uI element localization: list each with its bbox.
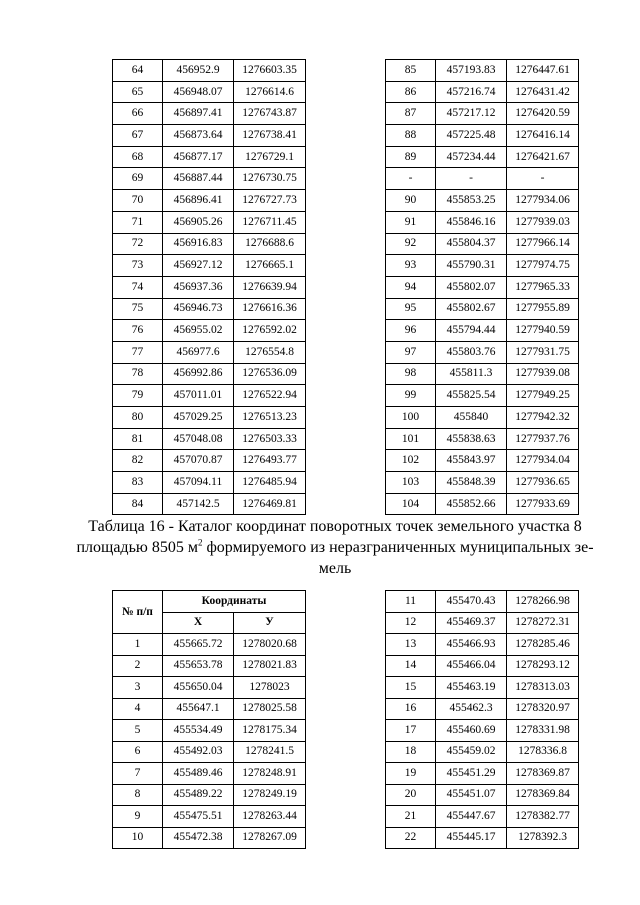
header-coordinates: Координаты (163, 591, 306, 613)
cell-x: 455846.16 (436, 211, 507, 233)
cell-point-number: 78 (113, 363, 163, 385)
cell-x: 457029.25 (163, 407, 234, 429)
table-row (386, 320, 579, 342)
table-row (113, 60, 306, 82)
cell-point-number: - (386, 168, 436, 190)
cell-x: 455475.51 (163, 806, 234, 828)
table-row (113, 363, 306, 385)
cell-x: 455466.04 (436, 655, 507, 677)
cell-y: 1276469.81 (234, 493, 306, 515)
cell-x: 455848.39 (436, 472, 507, 494)
cell-y: 1276711.45 (234, 211, 306, 233)
cell-point-number: 95 (386, 298, 436, 320)
table-row (386, 655, 579, 677)
table-row (113, 655, 306, 677)
cell-point-number: 12 (386, 612, 436, 634)
cell-y: 1277955.89 (507, 298, 579, 320)
cell-point-number: 87 (386, 103, 436, 125)
cell-x: 455843.97 (436, 450, 507, 472)
cell-point-number: 13 (386, 634, 436, 656)
cell-y: 1278266.98 (507, 591, 579, 613)
cell-x: 457011.01 (163, 385, 234, 407)
table-row (386, 190, 579, 212)
cell-point-number: 77 (113, 341, 163, 363)
cell-x: 457225.48 (436, 125, 507, 147)
cell-y: 1278369.84 (507, 784, 579, 806)
table-row (386, 255, 579, 277)
cell-x: 456927.12 (163, 255, 234, 277)
table-row (386, 385, 579, 407)
table-row (113, 472, 306, 494)
table-header-row (113, 591, 306, 613)
cell-y: 1278267.09 (234, 827, 306, 849)
cell-y: 1276421.67 (507, 146, 579, 168)
cell-point-number: 81 (113, 428, 163, 450)
cell-x: 455811.3 (436, 363, 507, 385)
caption-line-3: мель (318, 560, 352, 577)
cell-point-number: 74 (113, 276, 163, 298)
table-row (113, 81, 306, 103)
cell-x: 455469.37 (436, 612, 507, 634)
table-row (386, 472, 579, 494)
table-row (386, 763, 579, 785)
cell-x: 456877.17 (163, 146, 234, 168)
cell-y: 1278369.87 (507, 763, 579, 785)
cell-point-number: 14 (386, 655, 436, 677)
table-caption (70, 516, 600, 579)
cell-x: 455451.29 (436, 763, 507, 785)
cell-x: 455825.54 (436, 385, 507, 407)
table-row (113, 320, 306, 342)
table-row (386, 341, 579, 363)
cell-point-number: 11 (386, 591, 436, 613)
cell-y: 1278331.98 (507, 720, 579, 742)
cell-y: 1278382.77 (507, 806, 579, 828)
cell-x: 455665.72 (163, 634, 234, 656)
cell-point-number: 9 (113, 806, 163, 828)
table-row (113, 341, 306, 363)
table-row (386, 125, 579, 147)
cell-x: 455462.3 (436, 698, 507, 720)
cell-point-number: 91 (386, 211, 436, 233)
cell-y: 1276738.41 (234, 125, 306, 147)
cell-point-number: 94 (386, 276, 436, 298)
cell-point-number: 104 (386, 493, 436, 515)
caption-line-2-start: площадью 8505 м (76, 539, 198, 556)
table-row (386, 81, 579, 103)
cell-y: 1276522.94 (234, 385, 306, 407)
cell-point-number: 70 (113, 190, 163, 212)
cell-y: 1276493.77 (234, 450, 306, 472)
cell-y: 1277966.14 (507, 233, 579, 255)
cell-x: - (436, 168, 507, 190)
cell-x: 456955.02 (163, 320, 234, 342)
cell-y: 1278313.03 (507, 677, 579, 699)
cell-y: 1276614.6 (234, 81, 306, 103)
cell-y: - (507, 168, 579, 190)
table-row (113, 827, 306, 849)
cell-point-number: 89 (386, 146, 436, 168)
table-row (113, 784, 306, 806)
caption-superscript: 2 (197, 537, 203, 548)
table-row (386, 407, 579, 429)
cell-x: 455647.1 (163, 698, 234, 720)
cell-y: 1277942.32 (507, 407, 579, 429)
cell-y: 1277965.33 (507, 276, 579, 298)
table-row (113, 385, 306, 407)
table-row (113, 168, 306, 190)
table-row (113, 211, 306, 233)
cell-x: 456905.26 (163, 211, 234, 233)
cell-point-number: 64 (113, 60, 163, 82)
cell-y: 1276727.73 (234, 190, 306, 212)
cell-point-number: 90 (386, 190, 436, 212)
table-row (386, 698, 579, 720)
cell-point-number: 5 (113, 720, 163, 742)
cell-point-number: 66 (113, 103, 163, 125)
cell-point-number: 1 (113, 634, 163, 656)
cell-y: 1277931.75 (507, 341, 579, 363)
cell-x: 455802.07 (436, 276, 507, 298)
table-row (386, 233, 579, 255)
table-row (386, 168, 579, 190)
cell-x: 455534.49 (163, 720, 234, 742)
cell-point-number: 79 (113, 385, 163, 407)
cell-y: 1276743.87 (234, 103, 306, 125)
table-row (386, 103, 579, 125)
table-row (113, 677, 306, 699)
cell-y: 1278272.31 (507, 612, 579, 634)
cell-y: 1278248.91 (234, 763, 306, 785)
cell-y: 1276665.1 (234, 255, 306, 277)
cell-x: 457142.5 (163, 493, 234, 515)
table-row (113, 698, 306, 720)
cell-x: 455794.44 (436, 320, 507, 342)
cell-x: 456897.41 (163, 103, 234, 125)
table-row (113, 255, 306, 277)
table-row (113, 298, 306, 320)
cell-x: 455790.31 (436, 255, 507, 277)
cell-x: 455653.78 (163, 655, 234, 677)
cell-y: 1276639.94 (234, 276, 306, 298)
cell-y: 1276536.09 (234, 363, 306, 385)
cell-point-number: 80 (113, 407, 163, 429)
table-row (386, 60, 579, 82)
cell-point-number: 3 (113, 677, 163, 699)
table-row (113, 125, 306, 147)
cell-point-number: 68 (113, 146, 163, 168)
table-row (113, 233, 306, 255)
coordinate-table-bottom-left (112, 590, 306, 849)
cell-y: 1278285.46 (507, 634, 579, 656)
table-row (113, 720, 306, 742)
cell-x: 455470.43 (436, 591, 507, 613)
cell-y: 1276447.61 (507, 60, 579, 82)
cell-y: 1276431.42 (507, 81, 579, 103)
table-row (386, 493, 579, 515)
cell-point-number: 72 (113, 233, 163, 255)
cell-y: 1278249.19 (234, 784, 306, 806)
cell-x: 456948.07 (163, 81, 234, 103)
table-row (386, 591, 579, 613)
cell-point-number: 92 (386, 233, 436, 255)
coordinate-table-top-left (112, 59, 306, 515)
cell-x: 455463.19 (436, 677, 507, 699)
cell-x: 455838.63 (436, 428, 507, 450)
cell-point-number: 69 (113, 168, 163, 190)
cell-x: 455804.37 (436, 233, 507, 255)
cell-y: 1276420.59 (507, 103, 579, 125)
cell-point-number: 100 (386, 407, 436, 429)
cell-y: 1277933.69 (507, 493, 579, 515)
cell-point-number: 16 (386, 698, 436, 720)
table-row (386, 827, 579, 849)
cell-x: 456977.6 (163, 341, 234, 363)
cell-x: 455447.67 (436, 806, 507, 828)
header-y: У (234, 612, 306, 634)
table-row (113, 450, 306, 472)
cell-point-number: 75 (113, 298, 163, 320)
header-point-number: № п/п (113, 591, 163, 634)
table-row (386, 806, 579, 828)
cell-point-number: 98 (386, 363, 436, 385)
table-row (113, 634, 306, 656)
table-row (113, 763, 306, 785)
cell-point-number: 76 (113, 320, 163, 342)
cell-y: 1278320.97 (507, 698, 579, 720)
cell-y: 1276603.35 (234, 60, 306, 82)
caption-line-2-end: формируемого из неразграниченных муниципальных зе- (202, 539, 594, 556)
cell-y: 1278023 (234, 677, 306, 699)
table-row (386, 720, 579, 742)
cell-x: 455853.25 (436, 190, 507, 212)
cell-x: 455492.03 (163, 741, 234, 763)
cell-y: 1277934.06 (507, 190, 579, 212)
cell-point-number: 6 (113, 741, 163, 763)
cell-point-number: 93 (386, 255, 436, 277)
cell-point-number: 65 (113, 81, 163, 103)
cell-y: 1276730.75 (234, 168, 306, 190)
table-row (113, 428, 306, 450)
cell-x: 455803.76 (436, 341, 507, 363)
cell-y: 1276503.33 (234, 428, 306, 450)
cell-point-number: 88 (386, 125, 436, 147)
coordinate-table-top-right (385, 59, 579, 515)
cell-y: 1278263.44 (234, 806, 306, 828)
table-row (386, 741, 579, 763)
cell-y: 1276616.36 (234, 298, 306, 320)
cell-y: 1276554.8 (234, 341, 306, 363)
table-row (386, 450, 579, 472)
cell-y: 1278293.12 (507, 655, 579, 677)
table-row (113, 276, 306, 298)
cell-y: 1276485.94 (234, 472, 306, 494)
cell-y: 1278392.3 (507, 827, 579, 849)
table-row (386, 677, 579, 699)
cell-y: 1278175.34 (234, 720, 306, 742)
table-row (113, 407, 306, 429)
cell-point-number: 7 (113, 763, 163, 785)
cell-point-number: 103 (386, 472, 436, 494)
cell-y: 1276688.6 (234, 233, 306, 255)
table-row (386, 276, 579, 298)
cell-point-number: 22 (386, 827, 436, 849)
table-row (113, 741, 306, 763)
cell-point-number: 20 (386, 784, 436, 806)
cell-y: 1276592.02 (234, 320, 306, 342)
cell-x: 455840 (436, 407, 507, 429)
cell-x: 455459.02 (436, 741, 507, 763)
cell-x: 456896.41 (163, 190, 234, 212)
cell-y: 1278241.5 (234, 741, 306, 763)
cell-point-number: 19 (386, 763, 436, 785)
cell-x: 457048.08 (163, 428, 234, 450)
cell-point-number: 86 (386, 81, 436, 103)
cell-point-number: 67 (113, 125, 163, 147)
cell-point-number: 83 (113, 472, 163, 494)
cell-x: 455489.46 (163, 763, 234, 785)
cell-point-number: 15 (386, 677, 436, 699)
cell-x: 456952.9 (163, 60, 234, 82)
table-row (113, 103, 306, 125)
cell-point-number: 96 (386, 320, 436, 342)
cell-point-number: 85 (386, 60, 436, 82)
coordinate-table-bottom-right (385, 590, 579, 849)
cell-y: 1277974.75 (507, 255, 579, 277)
cell-x: 455852.66 (436, 493, 507, 515)
cell-point-number: 21 (386, 806, 436, 828)
cell-y: 1278020.68 (234, 634, 306, 656)
cell-x: 455451.07 (436, 784, 507, 806)
cell-x: 456992.86 (163, 363, 234, 385)
cell-x: 455472.38 (163, 827, 234, 849)
cell-x: 455445.17 (436, 827, 507, 849)
cell-y: 1277949.25 (507, 385, 579, 407)
table-row (386, 298, 579, 320)
cell-x: 455650.04 (163, 677, 234, 699)
cell-x: 457070.87 (163, 450, 234, 472)
cell-y: 1276729.1 (234, 146, 306, 168)
cell-x: 457216.74 (436, 81, 507, 103)
cell-x: 457234.44 (436, 146, 507, 168)
table-row (386, 211, 579, 233)
cell-point-number: 99 (386, 385, 436, 407)
cell-y: 1277939.03 (507, 211, 579, 233)
table-row (386, 363, 579, 385)
caption-line-1: Таблица 16 - Каталог координат поворотных точек земельного участка 8 (88, 518, 582, 535)
cell-x: 455466.93 (436, 634, 507, 656)
cell-x: 456887.44 (163, 168, 234, 190)
cell-point-number: 4 (113, 698, 163, 720)
cell-x: 456916.83 (163, 233, 234, 255)
table-row (386, 612, 579, 634)
cell-x: 455460.69 (436, 720, 507, 742)
table-row (113, 493, 306, 515)
cell-y: 1276416.14 (507, 125, 579, 147)
table-row (386, 146, 579, 168)
cell-x: 455489.22 (163, 784, 234, 806)
cell-point-number: 97 (386, 341, 436, 363)
cell-point-number: 17 (386, 720, 436, 742)
cell-y: 1277934.04 (507, 450, 579, 472)
cell-x: 456873.64 (163, 125, 234, 147)
cell-y: 1277936.65 (507, 472, 579, 494)
cell-x: 455802.67 (436, 298, 507, 320)
cell-point-number: 18 (386, 741, 436, 763)
cell-y: 1278025.58 (234, 698, 306, 720)
cell-point-number: 102 (386, 450, 436, 472)
table-row (113, 806, 306, 828)
cell-point-number: 8 (113, 784, 163, 806)
cell-point-number: 71 (113, 211, 163, 233)
cell-x: 457193.83 (436, 60, 507, 82)
cell-x: 456946.73 (163, 298, 234, 320)
header-x: Х (163, 612, 234, 634)
table-row (113, 190, 306, 212)
cell-y: 1276513.23 (234, 407, 306, 429)
cell-y: 1278021.83 (234, 655, 306, 677)
cell-x: 456937.36 (163, 276, 234, 298)
cell-y: 1278336.8 (507, 741, 579, 763)
cell-x: 457217.12 (436, 103, 507, 125)
cell-point-number: 84 (113, 493, 163, 515)
caption-line-2 (70, 537, 600, 558)
table-row (386, 784, 579, 806)
table-row (113, 146, 306, 168)
cell-point-number: 82 (113, 450, 163, 472)
cell-y: 1277940.59 (507, 320, 579, 342)
cell-y: 1277939.08 (507, 363, 579, 385)
cell-x: 457094.11 (163, 472, 234, 494)
cell-point-number: 101 (386, 428, 436, 450)
cell-point-number: 2 (113, 655, 163, 677)
table-row (386, 634, 579, 656)
cell-y: 1277937.76 (507, 428, 579, 450)
table-row (386, 428, 579, 450)
cell-point-number: 73 (113, 255, 163, 277)
cell-point-number: 10 (113, 827, 163, 849)
